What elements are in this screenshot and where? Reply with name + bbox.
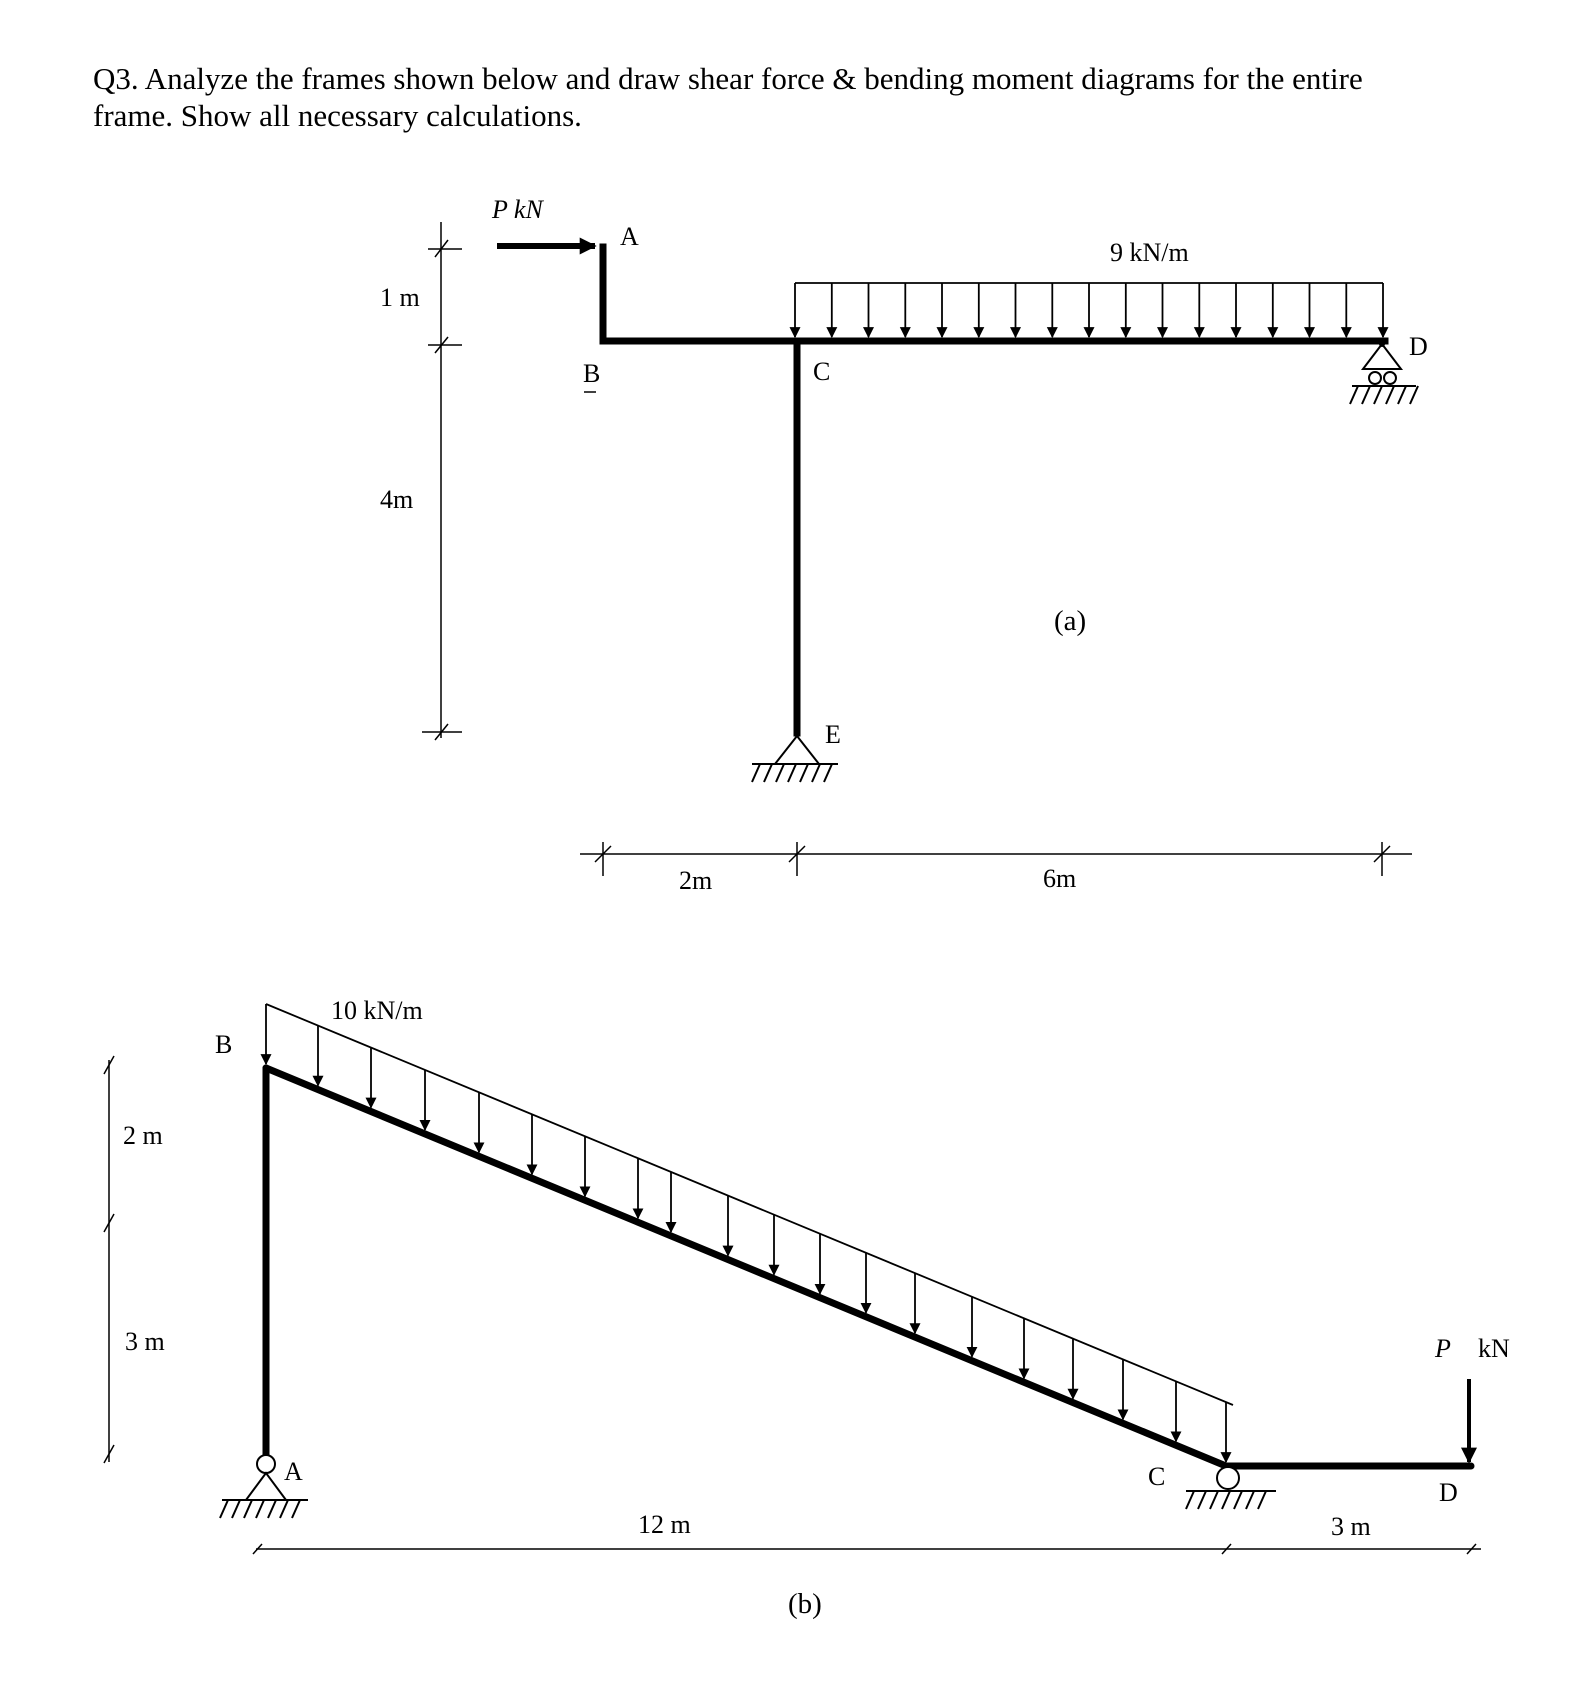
- node-b-label-a: B: [583, 359, 601, 388]
- pin-support-a-hatch: [220, 1500, 300, 1518]
- inclined-member-bc: [266, 1068, 1226, 1466]
- udl-b-label: 10 kN/m: [331, 996, 423, 1025]
- dim-label-w-left-a: 2m: [679, 866, 713, 895]
- pin-support-e-triangle: [775, 736, 819, 764]
- udl-a: [795, 283, 1383, 337]
- dim-label-h-col-a: 4m: [380, 485, 414, 514]
- caption-a: (a): [1054, 605, 1087, 637]
- frame-b: [104, 996, 1510, 1620]
- node-c-label-b: C: [1148, 1462, 1166, 1491]
- frame-b-vertical-dimension: [104, 1056, 114, 1463]
- roller-support-c-wheel: [1217, 1467, 1239, 1489]
- roller-support-d: [1350, 341, 1418, 404]
- point-load-label-a: P kN: [492, 195, 543, 224]
- dim-label-w-right-a: 6m: [1043, 864, 1077, 893]
- node-c-label-a: C: [813, 357, 831, 386]
- udl-b-arrows: [266, 1004, 1226, 1462]
- roller-support-c-hatch: [1186, 1491, 1266, 1509]
- caption-b: (b): [788, 1588, 822, 1620]
- udl-b-top-line: [266, 1004, 1233, 1405]
- dim-label-overhang-b: 3 m: [1331, 1512, 1371, 1541]
- question-line-2: frame. Show all necessary calculations.: [93, 98, 582, 133]
- node-d-label-a: D: [1409, 332, 1428, 361]
- dim-label-h-top-a: 1 m: [380, 283, 420, 312]
- roller-wheel-d-2: [1384, 372, 1396, 384]
- dim-label-span-b: 12 m: [638, 1510, 691, 1539]
- question-line-1: Q3. Analyze the frames shown below and draw shear force & bending moment diagrams for the entire: [93, 61, 1363, 96]
- frame-a: [380, 195, 1428, 895]
- roller-wheel-d-1: [1369, 372, 1381, 384]
- dim-label-h-top-b: 2 m: [123, 1121, 163, 1150]
- point-load-label-b: P kN: [1435, 1334, 1510, 1363]
- frame-a-vertical-dimension: [422, 222, 462, 740]
- node-d-label-b: D: [1439, 1478, 1458, 1507]
- pin-support-e-hatch: [752, 764, 832, 782]
- node-a-label-b: A: [284, 1457, 303, 1486]
- roller-support-d-triangle: [1363, 344, 1401, 369]
- udl-a-label: 9 kN/m: [1110, 238, 1189, 267]
- node-b-label-b: B: [215, 1030, 233, 1059]
- frame-b-members: [266, 1068, 1471, 1466]
- frame-a-members: [603, 247, 1385, 733]
- dim-label-h-bottom-b: 3 m: [125, 1327, 165, 1356]
- node-a-label-a: A: [620, 222, 639, 251]
- pin-support-a-triangle: [246, 1473, 286, 1500]
- roller-support-c: [1186, 1467, 1276, 1509]
- frame-b-horizontal-dimension: [253, 1544, 1481, 1554]
- udl-a-arrows: [795, 283, 1383, 337]
- roller-support-d-hatch: [1350, 386, 1418, 404]
- node-e-label-a: E: [825, 720, 841, 749]
- pin-support-a-hinge: [257, 1455, 275, 1473]
